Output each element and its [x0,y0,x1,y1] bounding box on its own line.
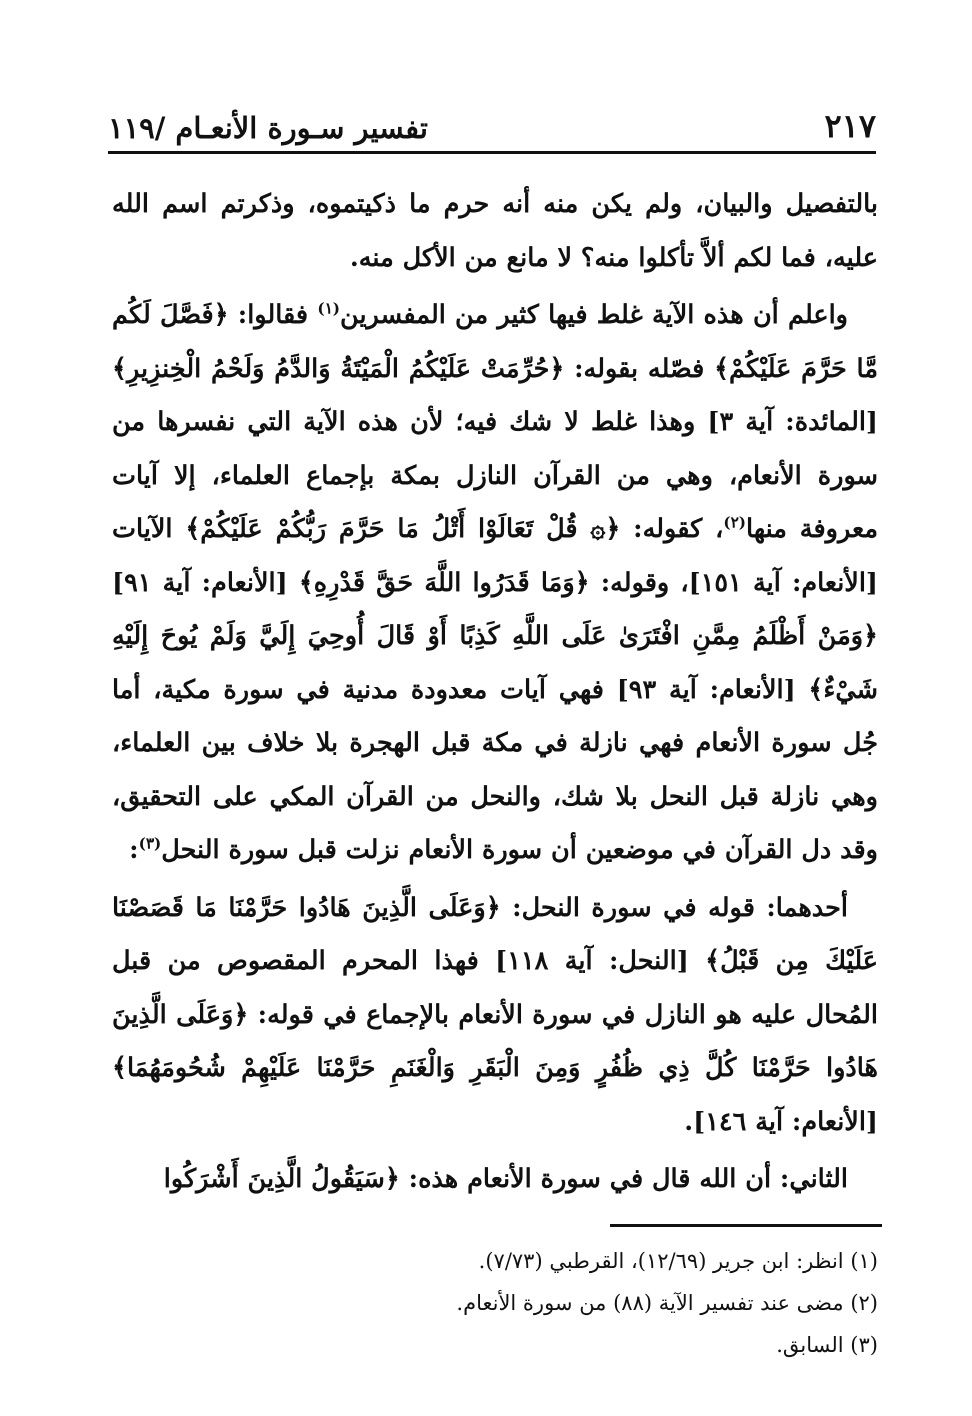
footnote-ref-2[interactable]: (٢) [723,513,747,532]
paragraph-2-end: : [129,835,139,865]
paragraph-2-part-2: فقالوا: ﴿فَصَّلَ لَكُم مَّا حَرَّمَ عَلَيْكُمْ﴾ فصّله بقوله: ﴿حُرِّمَتْ عَلَيْكُمُ الْمَيْتَةُ وَالدَّمُ وَلَحْمُ الْخِنزِيرِ﴾ [المائدة: آية ٣] وهذا غلط لا شك فيه؛ لأن هذه الآية التي نفسرها من سورة الأنعام، وهي من القرآن النازل بمكة بإجماع العلماء، إلا آيات معروفة منها [112,300,878,544]
paragraph-2-part-3: ، كقوله: ﴿۞ قُلْ تَعَالَوْا أَتْلُ مَا حَرَّمَ رَبُّكُمْ عَلَيْكُمْ﴾ الآيات [الأنعام: آية ١٥١]، وقوله: ﴿وَمَا قَدَرُوا اللَّهَ حَقَّ قَدْرِهِ﴾ [الأنعام: آية ٩١] ﴿وَمَنْ أَظْلَمُ مِمَّنِ افْتَرَىٰ عَلَى اللَّهِ كَذِبًا أَوْ قَالَ أُوحِيَ إِلَيَّ وَلَمْ يُوحَ إِلَيْهِ شَيْءٌ﴾ [الأنعام: آية ٩٣] فهي آيات معدودة مدنية في سورة مكية، أما جُل سورة الأنعام فهي نازلة في مكة قبل الهجرة بلا خلاف بين العلماء، وهي نازلة قبل النحل بلا شك، والنحل من القرآن المكي على التحقيق، وقد دل القرآن في موضعين أن سورة الأنعام نزلت قبل سورة النحل [112,514,879,865]
footnote-1: (١) انظر: ابن جرير (١٢/٦٩)، القرطبي (٧/٧٣). [478,1249,878,1273]
paragraph-2-part-1: واعلم أن هذه الآية غلط فيها كثير من المفسرين [340,300,848,330]
footnote-3: (٣) السابق. [776,1333,878,1357]
footnote-divider [610,1224,882,1227]
footnote-ref-3[interactable]: (٣) [138,834,162,853]
paragraph-2 [112,289,878,878]
paragraph-4: الثاني: أن الله قال في سورة الأنعام هذه: ﴿سَيَقُولُ الَّذِينَ أَشْرَكُوا [163,1164,848,1194]
paragraph-1: بالتفصيل والبيان، ولم يكن منه أنه حرم ما ذكيتموه، وذكرتم اسم الله عليه، فما لكم ألاَّ تأكلوا منه؟ لا مانع من الأكل منه. [112,189,878,273]
footnote-2: (٢) مضى عند تفسير الآية (٨٨) من سورة الأنعام. [456,1291,878,1315]
paragraph-3: أحدهما: قوله في سورة النحل: ﴿وَعَلَى الَّذِينَ هَادُوا حَرَّمْنَا مَا قَصَصْنَا عَلَيْكَ مِن قَبْلُ﴾ [النحل: آية ١١٨] فهذا المحرم المقصوص من قبل المُحال عليه هو النازل في سورة الأنعام بالإجماع في قوله: ﴿وَعَلَى الَّذِينَ هَادُوا حَرَّمْنَا كُلَّ ذِي ظُفُرٍ وَمِنَ الْبَقَرِ وَالْغَنَمِ حَرَّمْنَا عَلَيْهِمْ شُحُومَهُمَا﴾ [الأنعام: آية ١٤٦]. [112,892,878,1137]
page-number: ٢١٧ [824,107,876,145]
footnote-ref-1[interactable]: (١) [317,299,341,318]
main-text [112,178,878,1211]
running-header [108,108,876,154]
footnotes [112,1240,878,1366]
header-title: تفسير سـورة الأنعـام /١١٩ [108,111,428,145]
